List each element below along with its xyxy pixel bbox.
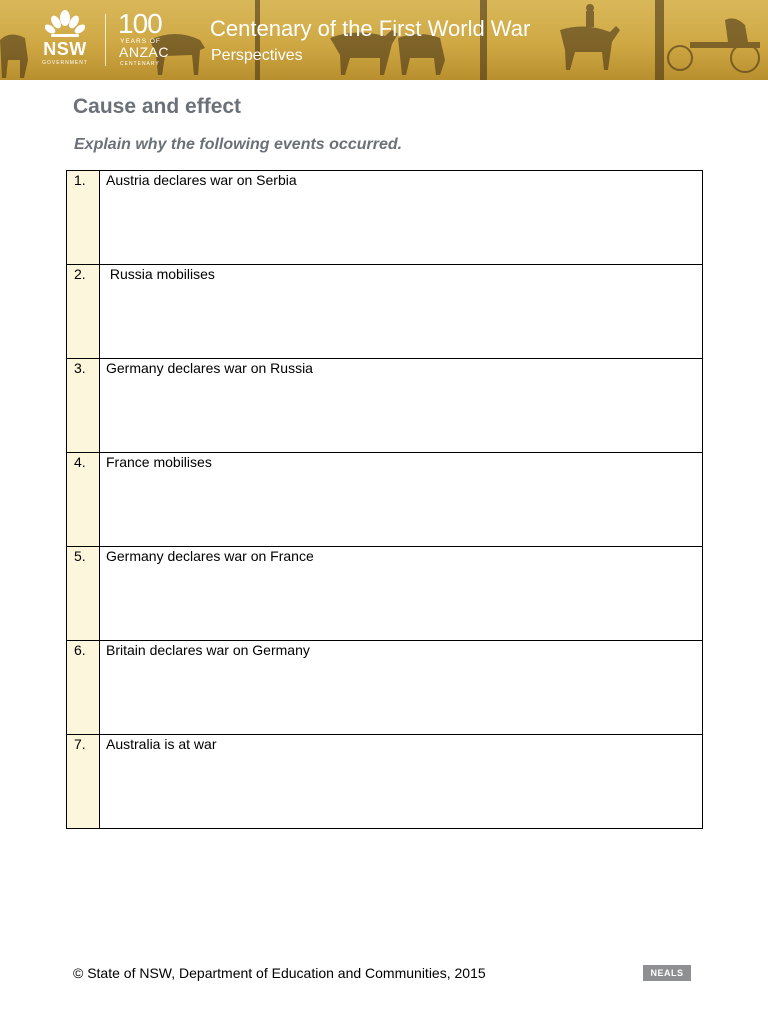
event-number: 2.: [67, 265, 100, 359]
event-cell[interactable]: Germany declares war on Russia: [100, 359, 703, 453]
banner-subtitle: Perspectives: [211, 47, 303, 64]
table-row: [67, 641, 703, 735]
event-number: 4.: [67, 453, 100, 547]
table-row: [67, 171, 703, 265]
anzac-word: ANZAC: [119, 44, 169, 60]
copyright-footer: © State of NSW, Department of Education and Communities, 2015: [73, 965, 486, 981]
anzac-hundred: 100: [118, 8, 162, 39]
table-row: [67, 735, 703, 829]
event-cell[interactable]: Australia is at war: [100, 735, 703, 829]
table-row: [67, 453, 703, 547]
anzac-centenary-word: CENTENARY: [120, 61, 160, 67]
anzac-centenary-logo: [118, 10, 178, 72]
event-number: 7.: [67, 735, 100, 829]
table-row: [67, 265, 703, 359]
waratah-flower-icon: [45, 10, 85, 40]
nsw-wordmark: NSW: [43, 39, 87, 59]
anzac-years-of: YEARS OF: [120, 38, 161, 45]
crescent-icon: [690, 963, 704, 983]
event-number: 1.: [67, 171, 100, 265]
event-number: 6.: [67, 641, 100, 735]
event-number: 3.: [67, 359, 100, 453]
table-row: [67, 547, 703, 641]
event-cell[interactable]: Austria declares war on Serbia: [100, 171, 703, 265]
event-cell[interactable]: Britain declares war on Germany: [100, 641, 703, 735]
event-cell[interactable]: France mobilises: [100, 453, 703, 547]
neals-wordmark: NEALS: [643, 965, 691, 981]
instruction-text: Explain why the following events occurred.: [74, 136, 403, 153]
banner-title: Centenary of the First World War: [210, 16, 531, 41]
page-title: Cause and effect: [73, 95, 242, 118]
event-number: 5.: [67, 547, 100, 641]
nsw-government-logo: [34, 10, 96, 70]
neals-logo: [643, 963, 703, 983]
logo-divider: [105, 14, 106, 66]
government-wordmark: GOVERNMENT: [42, 60, 88, 66]
event-cell[interactable]: Germany declares war on France: [100, 547, 703, 641]
events-table: [66, 170, 703, 829]
header-banner: [0, 0, 768, 80]
table-row: [67, 359, 703, 453]
event-cell[interactable]: Russia mobilises: [100, 265, 703, 359]
